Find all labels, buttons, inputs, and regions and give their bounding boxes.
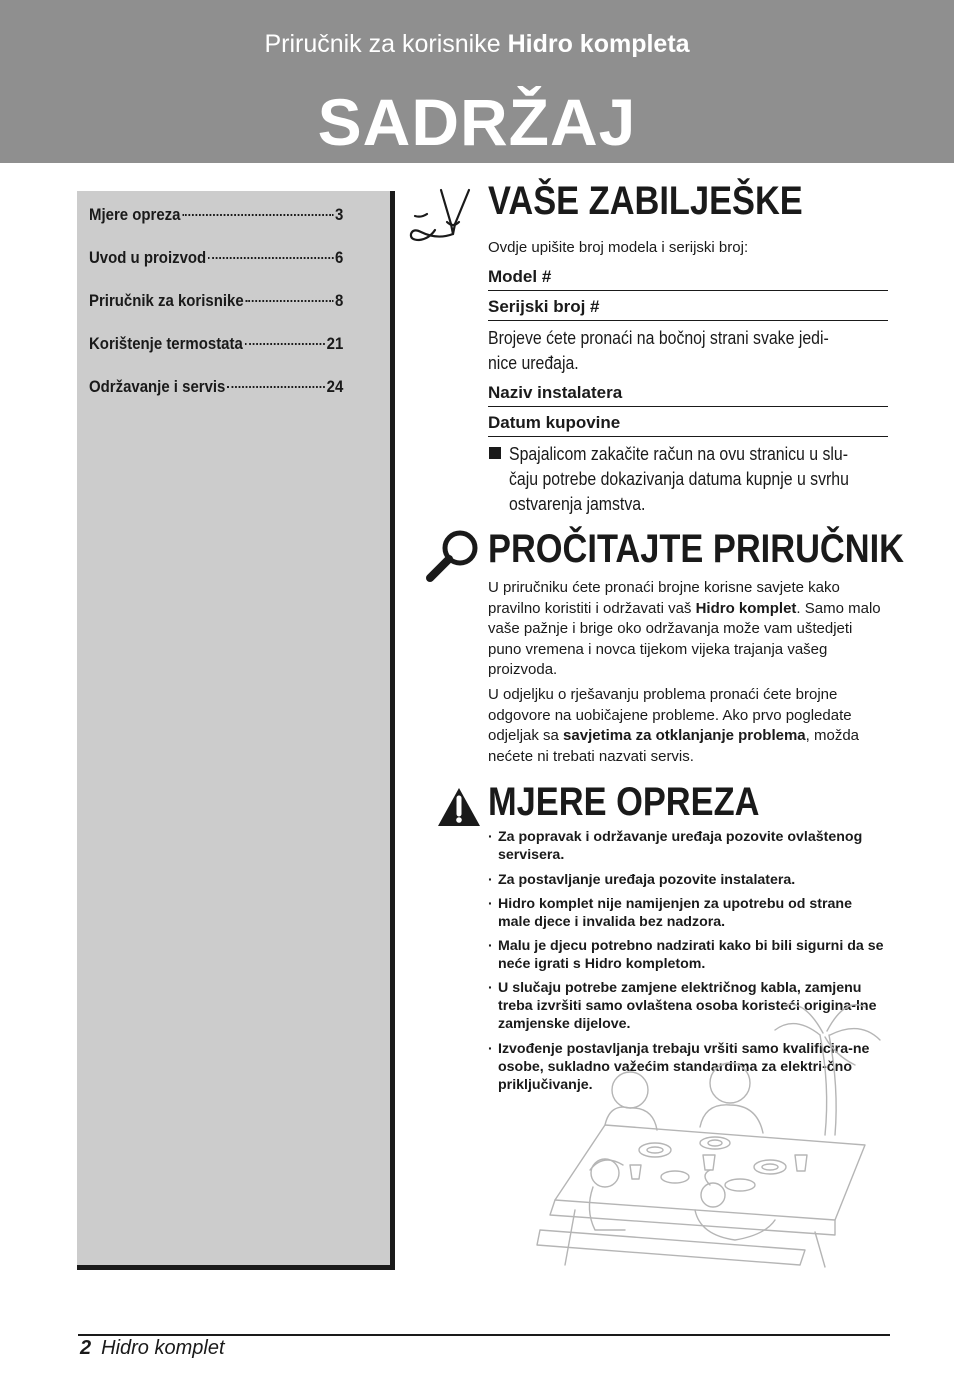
toc-entry-page: 8 bbox=[334, 291, 344, 310]
precaution-text: U slučaju potrebe zamjene električnog kabla, zamjenu treba izvršiti samo ovlaštena osoba koristeći origina-lne zamjenske dijelove. bbox=[498, 980, 877, 1032]
toc-entry-label: Održavanje i servis bbox=[89, 377, 226, 396]
precaution-text: Za postavljanje uređaja pozovite instalatera. bbox=[498, 872, 796, 888]
footer-title: Hidro komplet bbox=[101, 1337, 225, 1359]
toc-entry-odrzavanje-i-servis[interactable] bbox=[89, 377, 343, 397]
toc-entry-page: 24 bbox=[326, 377, 344, 396]
product-name: Hidro kompletom bbox=[584, 956, 702, 972]
warning-triangle-icon bbox=[436, 786, 482, 828]
toc-leader-dots bbox=[208, 257, 333, 259]
installer-name-field[interactable]: Naziv instalatera bbox=[488, 383, 888, 407]
purchase-date-field[interactable]: Datum kupovine bbox=[488, 413, 888, 437]
precaution-text: Izvođenje postavljanja trebaju vršiti samo kvalificira-ne osobe, sukladno važećim standardima za elektri-čno priključivanje. bbox=[498, 1041, 870, 1093]
precaution-item bbox=[488, 937, 888, 973]
toc-entry-mjere-opreza[interactable] bbox=[89, 205, 343, 225]
read-manual-paragraph-2 bbox=[488, 685, 888, 767]
staple-note-line: Spajalicom zakačite račun na ovu stranicu u slu- bbox=[509, 444, 848, 464]
toc-entry-page: 3 bbox=[334, 205, 344, 224]
toc-entry-uvod-u-proizvod[interactable] bbox=[89, 248, 343, 268]
staple-note-line: čaju potrebe dokazivanja datuma kupnje u svrhu bbox=[509, 469, 849, 489]
header-subtitle-prefix: Priručnik za korisnike bbox=[264, 30, 501, 58]
toc-entry-label: Mjere opreza bbox=[89, 205, 181, 224]
precaution-text: Malu je djecu potrebno nadzirati kako bi bili sigurni da se neće igrati s bbox=[498, 938, 884, 972]
notes-location-line: Brojeve ćete pronaći na bočnoj strani svake jedi- bbox=[488, 328, 829, 348]
toc-leader-dots bbox=[227, 386, 325, 388]
toc-leader-dots bbox=[245, 300, 333, 302]
notes-location-text bbox=[488, 326, 888, 376]
safety-heading: MJERE OPREZA bbox=[488, 780, 760, 824]
pen-nib-icon bbox=[407, 186, 473, 246]
toc-entry-label: Uvod u proizvod bbox=[89, 248, 207, 267]
staple-note-line: ostvarenja jamstva. bbox=[509, 494, 646, 514]
bullet-dot: · bbox=[488, 872, 493, 888]
precaution-item bbox=[488, 895, 888, 931]
table-of-contents bbox=[77, 191, 395, 1270]
page-number: 2 bbox=[80, 1337, 92, 1359]
bullet-dot: · bbox=[488, 829, 493, 845]
read-manual-paragraph-1 bbox=[488, 578, 888, 681]
model-number-field[interactable]: Model # bbox=[488, 267, 888, 291]
paragraph-text: . Samo malo vaše pažnje i brige oko održavanja može vam uštedjeti puno vremena i novca tijekom vijeka trajanja vašeg proizvoda. bbox=[488, 599, 881, 678]
square-bullet-icon bbox=[489, 447, 501, 459]
precaution-text: nije namijenjen za upotrebu od strane male djece i invalida bez nadzora. bbox=[498, 896, 852, 930]
toc-entry-label: Priručnik za korisnike bbox=[89, 291, 244, 310]
toc-leader-dots bbox=[182, 214, 333, 216]
bullet-dot: · bbox=[488, 938, 493, 954]
header-subtitle-product: Hidro kompleta bbox=[507, 30, 690, 58]
staple-receipt-note bbox=[509, 442, 896, 517]
bullet-dot: · bbox=[488, 896, 493, 912]
read-manual-heading: PROČITAJTE PRIRUČNIK bbox=[488, 527, 905, 571]
toc-entry-koristenje-termostata[interactable] bbox=[89, 334, 343, 354]
toc-leader-dots bbox=[245, 343, 325, 345]
magnifier-icon bbox=[424, 528, 482, 584]
paragraph-text: U priručniku ćete pronaći brojne korisne savjete kako pravilno koristiti i održavati vaš bbox=[488, 579, 840, 617]
precaution-text: Za popravak i održavanje uređaja pozovite ovlaštenog servisera. bbox=[498, 829, 863, 863]
footer-rule bbox=[78, 1334, 890, 1336]
precaution-item bbox=[488, 828, 888, 864]
paragraph-text: U odjeljku o rješavanju problema pronaći ćete brojne odgovore na uobičajene probleme. Ako prvo pogledate odjeljak sa bbox=[488, 686, 852, 744]
bullet-dot: · bbox=[488, 1041, 493, 1057]
product-name: Hidro komplet bbox=[695, 599, 797, 617]
precaution-text: . bbox=[701, 956, 706, 972]
toc-entry-page: 6 bbox=[334, 248, 344, 267]
bullet-dot: · bbox=[488, 980, 493, 996]
notes-location-line: nice uređaja. bbox=[488, 353, 579, 373]
precaution-item bbox=[488, 871, 888, 889]
product-name: Hidro komplet bbox=[498, 896, 594, 912]
picnic-illustration bbox=[535, 995, 895, 1270]
toc-entry-prirucnik-za-korisnike[interactable] bbox=[89, 291, 343, 311]
page-header bbox=[0, 0, 954, 163]
notes-heading: VAŠE ZABILJEŠKE bbox=[488, 179, 803, 223]
toc-entry-page: 21 bbox=[326, 334, 344, 353]
serial-number-field[interactable]: Serijski broj # bbox=[488, 297, 888, 321]
troubleshooting-tips-link-text: savjetima za otklanjanje problema bbox=[563, 727, 806, 744]
page-title: SADRŽAJ bbox=[317, 85, 637, 159]
toc-entry-label: Korištenje termostata bbox=[89, 334, 243, 353]
notes-intro: Ovdje upišite broj modela i serijski broj: bbox=[488, 239, 749, 256]
page-footer bbox=[80, 1337, 225, 1360]
paragraph-text: , možda nećete ni trebati nazvati servis. bbox=[488, 727, 859, 765]
header-subtitle bbox=[0, 30, 954, 59]
